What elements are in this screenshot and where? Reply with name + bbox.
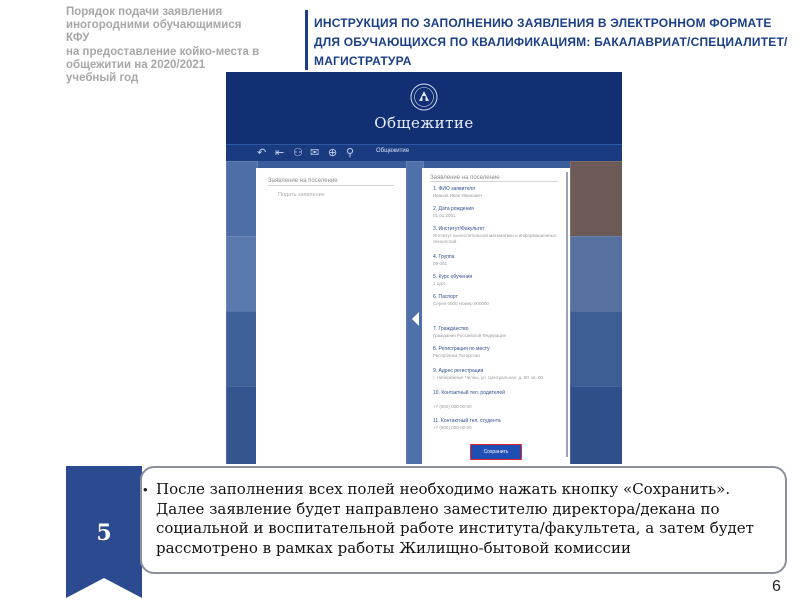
form-field-label: 4. Группа (433, 254, 455, 260)
panel-arrow-icon (412, 312, 419, 326)
form-field-value[interactable]: Республика Татарстан (433, 353, 480, 358)
form-field-label: 1. ФИО заявителя (433, 186, 475, 192)
bullet-icon: • (143, 482, 148, 497)
panel-title: Заявление на поселение (268, 178, 338, 184)
form-field-value[interactable]: 09-001 (433, 261, 448, 266)
form-field-label: 10. Контактный тел. родителей (433, 390, 505, 396)
form-title: Заявление на поселение (430, 175, 500, 181)
application-form (422, 168, 570, 464)
photo-tile (226, 311, 258, 388)
step-instruction-text: После заполнения всех полей необходимо нажать кнопку «Сохранить». Далее заявление будет направлено заместителю директора/декана по социальной и воспитательной работе института/факультета, а затем будет рассмотрено в рамках работы Жилищно-бытовой комиссии (156, 480, 754, 557)
globe-icon[interactable]: ⊕ (328, 147, 338, 159)
form-field-label: 8. Регистрация по месту (433, 346, 490, 352)
site-banner (226, 72, 622, 144)
form-field-value[interactable]: 1 курс (433, 281, 446, 286)
photo-tile (226, 161, 258, 238)
photo-tile (570, 311, 622, 388)
subtitle-line: Порядок подачи заявления (66, 6, 223, 18)
header-divider (305, 10, 308, 70)
form-field-value[interactable]: г. Набережные Челны, ул. Центральная, д. 00, кв. 00 (433, 375, 544, 380)
back-arrow-icon[interactable]: ↶ (257, 147, 267, 159)
form-field-label: 3. Институт/Факультет (433, 226, 485, 232)
application-screenshot (226, 72, 622, 464)
application-list-panel (256, 168, 406, 464)
form-field-label: 11. Контактный тел. студента (433, 418, 501, 424)
form-field-value[interactable]: Гражданин Российской Федерации (433, 333, 506, 338)
form-field-value[interactable]: +7 (900) 000-00-00 (433, 404, 472, 409)
form-field-value[interactable]: Институт вычислительной математики и информационных технологий (433, 233, 557, 244)
chat-icon[interactable]: ✉ (310, 147, 320, 159)
subtitle-line: общежитии на 2020/2021 (66, 58, 206, 71)
form-field-label: 2. Дата рождения (433, 206, 474, 212)
panel-divider (268, 185, 394, 186)
form-field-label: 9. Адрес регистрации (433, 368, 484, 374)
subtitle-line: иногородними обучающимися (66, 19, 242, 32)
photo-tile (226, 236, 258, 313)
form-field-label: 6. Паспорт (433, 294, 458, 300)
photo-tile (570, 236, 622, 313)
photo-tile (570, 161, 622, 238)
form-field-value[interactable]: Серия 0000 Номер 000000 (433, 301, 489, 306)
form-field-value[interactable]: Иванов Иван Иванович (433, 193, 482, 198)
slide-title: ИНСТРУКЦИЯ ПО ЗАПОЛНЕНИЮ ЗАЯВЛЕНИЯ В ЭЛЕКТРОННОМ ФОРМАТЕ ДЛЯ ОБУЧАЮЩИХСЯ ПО КВАЛИФИКАЦИЯМ: БАКАЛАВРИАТ/СПЕЦИАЛИТЕТ/МАГИСТРАТУРА (314, 16, 788, 68)
form-field-value[interactable]: 01.01.2001 (433, 213, 456, 218)
save-button[interactable]: Сохранить (470, 444, 522, 460)
form-scrollbar[interactable] (566, 172, 568, 457)
subtitle-line: учебный год (66, 72, 139, 85)
subtitle-line: КФУ (66, 32, 90, 45)
form-divider (430, 181, 558, 182)
subtitle-line: на предоставление койко-места в (66, 45, 260, 58)
nav-link-dormitory[interactable]: Общежитие (376, 148, 410, 154)
search-icon[interactable]: ⚲ (346, 147, 355, 159)
photo-tile (570, 386, 622, 464)
page-number: 6 (772, 578, 781, 595)
exit-icon[interactable]: ⇤ (275, 147, 285, 159)
site-brand: Общежитие (374, 114, 474, 132)
panel-link[interactable]: Подать заявление (278, 192, 325, 198)
step-number: 5 (96, 520, 112, 546)
form-field-value[interactable]: +7 (900) 000-00-00 (433, 425, 472, 430)
form-field-label: 5. Курс обучения (433, 274, 473, 280)
site-navbar (226, 144, 622, 162)
university-emblem-icon (409, 82, 439, 112)
photo-tile (226, 386, 258, 464)
user-icon[interactable]: ⚇ (293, 147, 303, 159)
form-field-label: 7. Гражданство (433, 326, 469, 332)
